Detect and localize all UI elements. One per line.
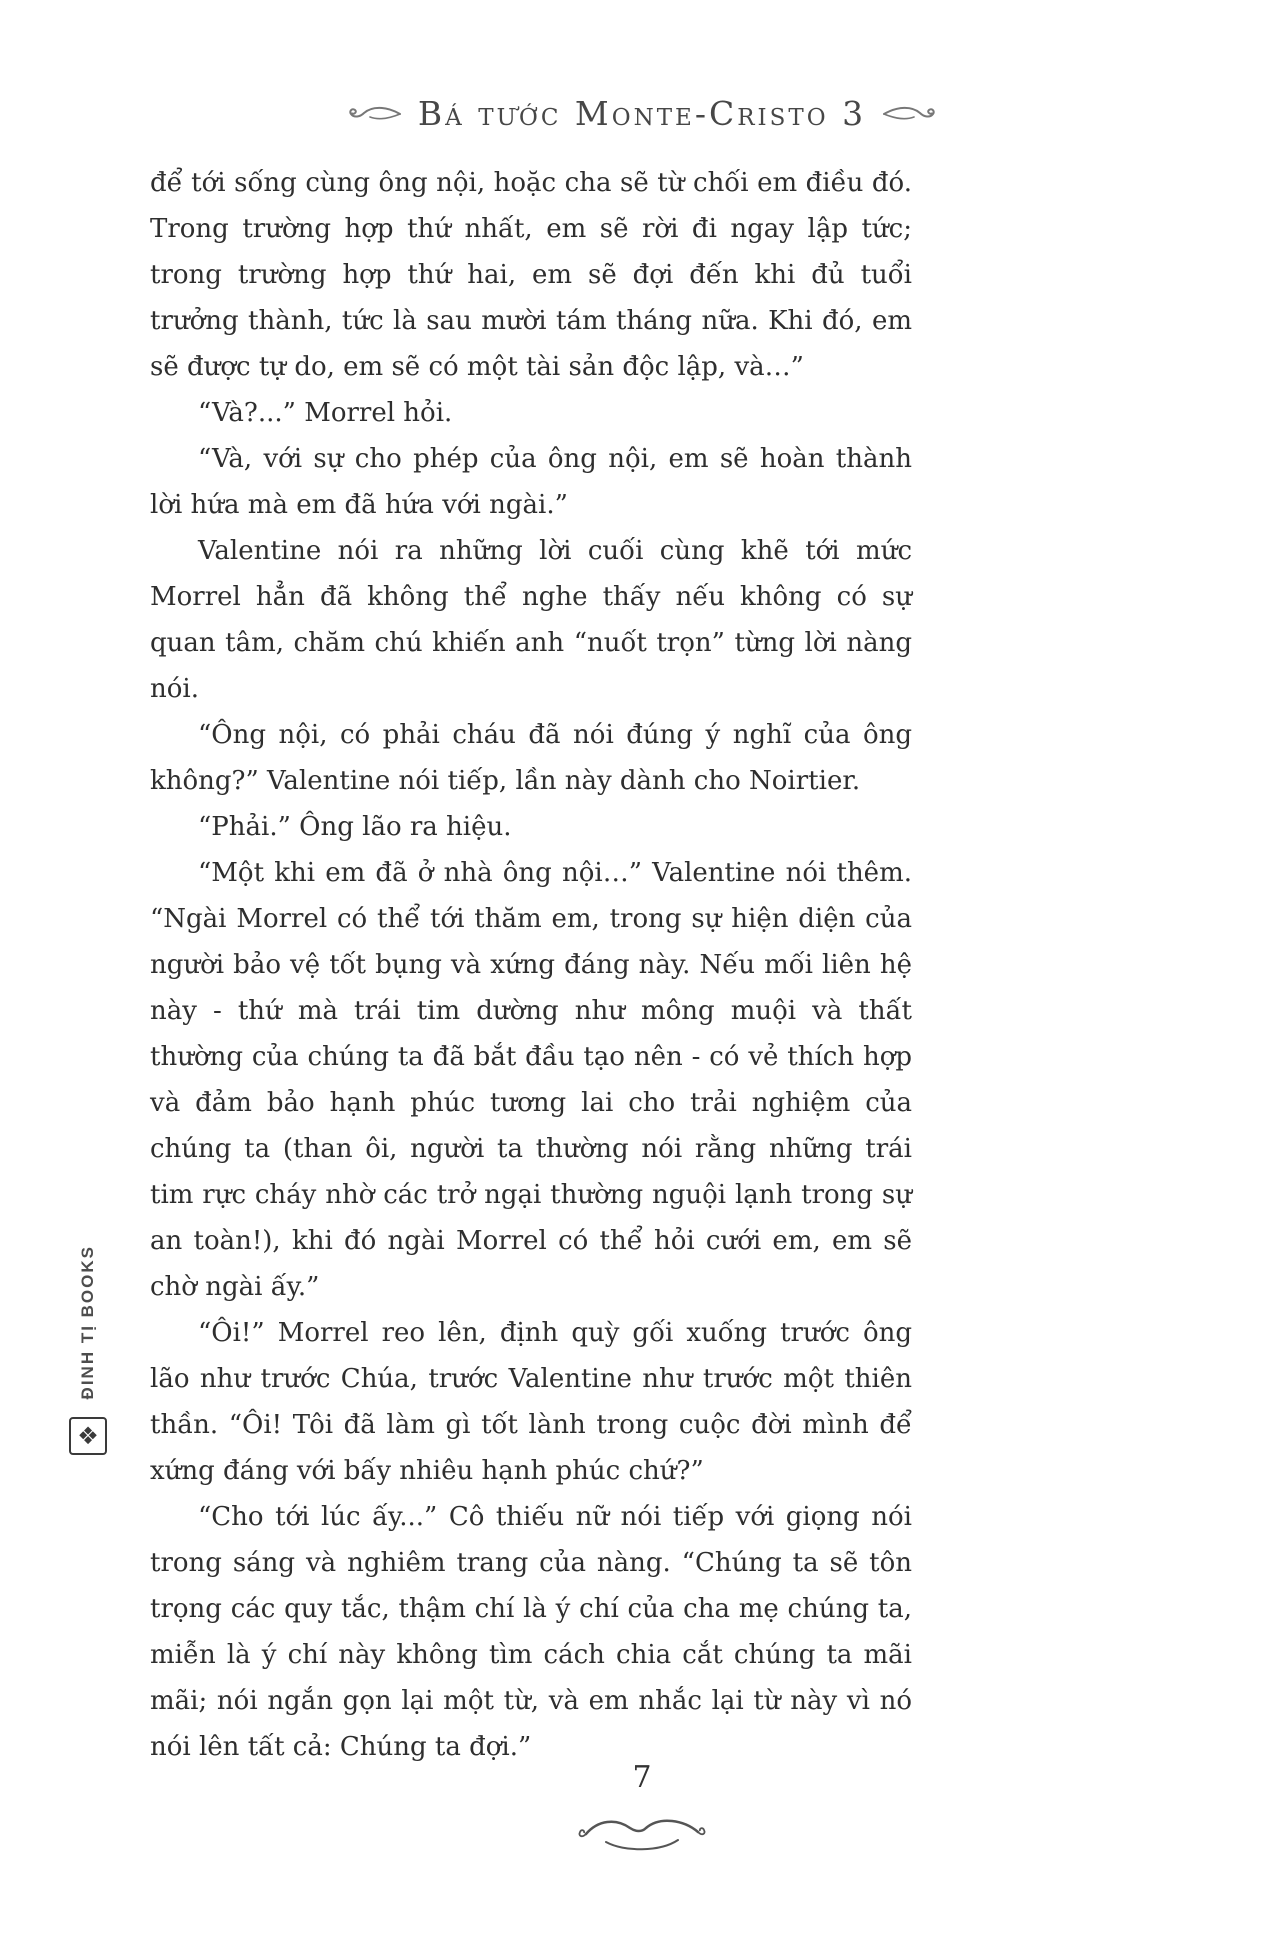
publisher-name: ĐINH TỊ BOOKS <box>78 1245 97 1400</box>
paragraph: “Và, với sự cho phép của ông nội, em sẽ hoàn thành lời hứa mà em đã hứa với ngài.” <box>150 444 912 520</box>
publisher-sidebar <box>66 1245 110 1455</box>
paragraph: “Ông nội, có phải cháu đã nói đúng ý nghĩ của ông không?” Valentine nói tiếp, lần này dành cho Noirtier. <box>150 720 912 796</box>
publisher-logo-icon <box>69 1417 107 1455</box>
book-title: Bá tước Monte-Cristo 3 <box>417 94 867 133</box>
paragraph: để tới sống cùng ông nội, hoặc cha sẽ từ chối em điều đó. Trong trường hợp thứ nhất, em sẽ rời đi ngay lập tức; trong trường hợp thứ hai, em sẽ đợi đến khi đủ tuổi trưởng thành, tức là sau mười tám tháng nữa. Khi đó, em sẽ được tự do, em sẽ có một tài sản độc lập, và…” <box>150 168 912 382</box>
paragraph: “Ôi!” Morrel reo lên, định quỳ gối xuống trước ông lão như trước Chúa, trước Valentine như trước một thiên thần. “Ôi! Tôi đã làm gì tốt lành trong cuộc đời mình để xứng đáng với bấy nhiêu hạnh phúc chứ?” <box>150 1318 912 1486</box>
page-number: 7 <box>632 1760 652 1795</box>
right-flourish-icon <box>882 103 940 125</box>
paragraph: Valentine nói ra những lời cuối cùng khẽ tới mức Morrel hẳn đã không thể nghe thấy nếu không có sự quan tâm, chăm chú khiến anh “nuốt trọn” từng lời nàng nói. <box>150 536 912 704</box>
left-flourish-icon <box>344 103 402 125</box>
paragraph: “Cho tới lúc ấy...” Cô thiếu nữ nói tiếp với giọng nói trong sáng và nghiêm trang của nàng. “Chúng ta sẽ tôn trọng các quy tắc, thậm chí là ý chí của cha mẹ chúng ta, miễn là ý chí này không tìm cách chia cắt chúng ta mãi mãi; nói ngắn gọn lại một từ, và em nhắc lại từ này vì nó nói lên tất cả: Chúng ta đợi.” <box>150 1502 912 1762</box>
page-body <box>150 160 912 1770</box>
diamond-glyph-icon: ❖ <box>77 1422 99 1451</box>
chapter-header <box>0 94 1284 133</box>
footer-flourish-icon <box>0 1808 1284 1858</box>
paragraph: “Phải.” Ông lão ra hiệu. <box>198 812 512 842</box>
paragraph: “Một khi em đã ở nhà ông nội…” Valentine nói thêm. “Ngài Morrel có thể tới thăm em, trong sự hiện diện của người bảo vệ tốt bụng và xứng đáng này. Nếu mối liên hệ này - thứ mà trái tim dường như mông muội và thất thường của chúng ta đã bắt đầu tạo nên - có vẻ thích hợp và đảm bảo hạnh phúc tương lai cho trải nghiệm của chúng ta (than ôi, người ta thường nói rằng những trái tim rực cháy nhờ các trở ngại thường nguội lạnh trong sự an toàn!), khi đó ngài Morrel có thể hỏi cưới em, em sẽ chờ ngài ấy.” <box>150 858 912 1302</box>
paragraph: “Và?...” Morrel hỏi. <box>198 398 453 428</box>
